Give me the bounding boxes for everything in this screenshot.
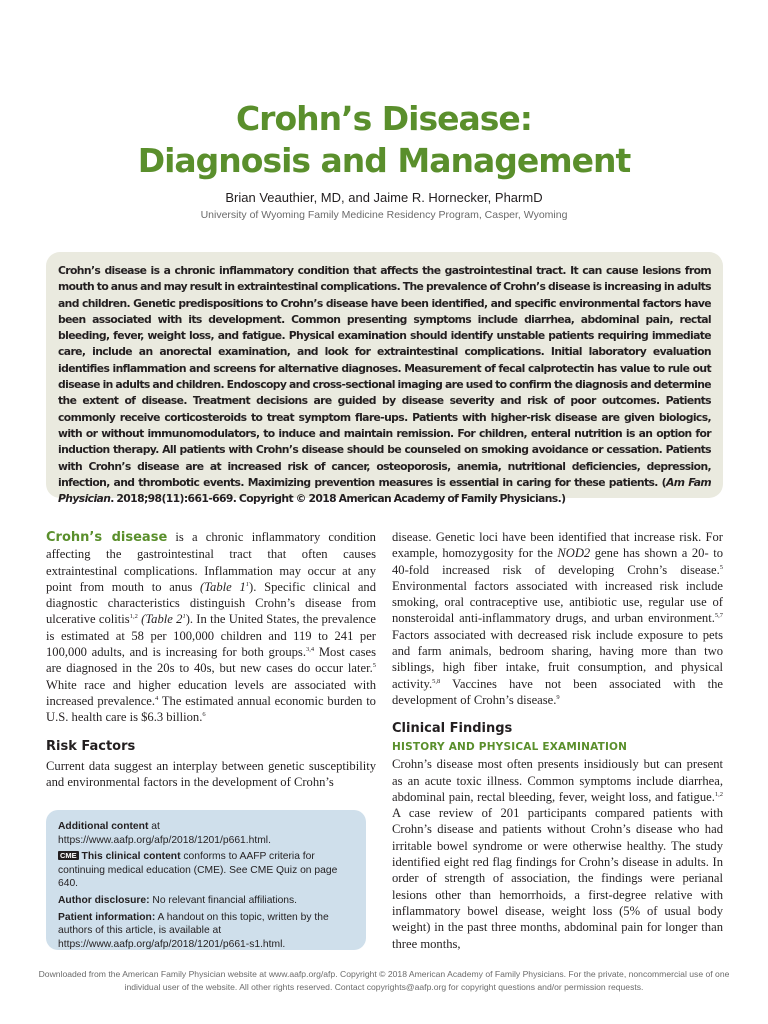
- abstract-body: Crohn’s disease is a chronic inflammatory condition that affects the gastrointestinal tract. It can cause lesions from mouth to anus and may result in extraintestinal complications. The prevalence of Crohn’s disease is increasing in adults and children. Genetic predispositions to Crohn’s disease have been identified, and specific environmental factors have been associated with its development. Common presenting symptoms include diarrhea, abdominal pain, rectal bleeding, fever, weight loss, and fatigue. Physical examination should identify unstable patients requiring immediate care, include an anorectal examination, and look for extraintestinal complications. Initial laboratory evaluation identifies inflammation and screens for alternative diagnoses. Measurement of fecal calprotectin has value to rule out disease in adults and children. Endoscopy and cross-sectional imaging are used to confirm the diagnosis and determine the extent of disease. Treatment decisions are guided by disease severity and risk of poor outcomes. Patients commonly receive corticosteroids to treat symptom flare-ups. Patients with higher-risk disease are given biologics, with or without immunomodulators, to induce and maintain remission. For children, enteral nutrition is an option for induction therapy. All patients with Crohn’s disease should be counseled on smoking avoidance or cessation. Patients with Crohn’s disease are at increased risk of cancer, osteoporosis, anemia, nutritional deficiencies, depression, infection, and thrombotic events. Maximizing prevention measures is essential in caring for these patients. (: [58, 264, 711, 489]
- risk-factors-paragraph: Current data suggest an interplay between genetic susceptibility and environmental factors in the development of Crohn’s: [46, 758, 376, 789]
- risk-factors-continued-paragraph: disease. Genetic loci have been identified that increase risk. For example, homozygosity for the NOD2 gene has shown a 20- to 40-fold increased risk of developing Crohn’s disease.$^5$ Environmental factors associated with increased risk include smoking, oral contraceptive use, antibiotic use, regular use of nonsteroidal anti-inflammatory drugs, and urban environment.$^{5,7}$ Factors associated with decreased risk include exposure to pets and farm animals, bedroom sharing, having more than two siblings, high fiber intake, fruit consumption, and physical activity.$^{5,8}$ Vaccines have not been associated with the development of Crohn’s disease.$^9$: [392, 530, 723, 707]
- citation-superscript: 1,2: [129, 613, 138, 621]
- abstract-box: [46, 252, 723, 506]
- citation-superscript: 3,4: [305, 646, 315, 654]
- table-1-reference[interactable]: (Table $1^1$: [200, 579, 250, 594]
- citation-superscript: 1,2: [714, 790, 723, 798]
- author-disclosure-note: Author disclosure: No relevant financial affiliations.: [58, 894, 298, 906]
- gene-name: NOD2: [557, 546, 591, 561]
- page-footer: Downloaded from the American Family Physician website at www.aafp.org/afp. Copyright © 2018 American Academy of Family Physicians. For the private, noncommercial use of one individual user of the website. All other rights reserved. Contact copyrights@aafp.org for copyright questions and/or permission requests.: [38, 969, 730, 992]
- intro-paragraph: Crohn’s disease is a chronic inflammatory condition affecting the gastrointestinal tract that often causes extraintestinal complications. Inflammation may occur at any point from mouth to anus (Table $1^1$). Specific clinical and diagnostic characteristics distinguish Crohn’s disease from ulcerative colitis$^{1,2}$ (Table $2^1$). In the United States, the prevalence is estimated at 58 per 100,000 children and 119 to 241 per 100,000 adults, and is increasing for both groups.$^{3,4}$ Most cases are diagnosed in the 20s to 40s, but new cases do occur later.$^5$ White race and higher education levels are associated with increased prevalence.$^4$ The estimated annual economic burden to U.S. health care is $6.3 billion.$^6$: [46, 530, 377, 725]
- risk-factors-heading: Risk Factors: [46, 738, 136, 754]
- article-authors: Brian Veauthier, MD, and Jaime R. Hornecker, PharmD: [225, 190, 543, 205]
- additional-content-link[interactable]: https://www.aafp.org/afp/2018/1201/p661.html: [58, 834, 269, 846]
- clinical-findings-heading: Clinical Findings: [392, 721, 513, 737]
- table-2-reference[interactable]: (Table $2^1$: [141, 612, 186, 627]
- left-column: [46, 529, 376, 790]
- history-exam-subheading: HISTORY AND PHYSICAL EXAMINATION: [392, 741, 628, 754]
- citation-superscript: 5: [372, 662, 376, 670]
- author-affiliation: University of Wyoming Family Medicine Residency Program, Casper, Wyoming: [200, 209, 568, 221]
- citation-superscript: 5,7: [714, 612, 723, 620]
- abstract-citation-journal: Am Fam Physician: [58, 475, 712, 506]
- article-title-line-1: Crohn’s Disease:: [235, 99, 533, 138]
- history-exam-paragraph: Crohn’s disease most often presents insidiously but can present as an acute toxic illness. Common symptoms include diarrhea, abdominal pain, rectal bleeding, fever, weight loss, and fatigue.$^{1,2}$ A case review of 201 participants compared patients with Crohn’s disease and patients without Crohn’s disease who had irritable bowel syndrome or were otherwise healthy. The study identified eight red flag findings for Crohn’s disease in adults. In order of strength of association, the findings were perianal lesions other than hemorrhoids, a first-degree relative with inflammatory bowel disease, weight loss (5% of usual body weight) in the past three months, abdominal pain for longer than three months,: [392, 757, 723, 951]
- intro-lead-term: Crohn’s disease: [46, 530, 168, 545]
- right-column: [392, 529, 723, 952]
- cme-badge-icon: CME: [60, 851, 77, 861]
- citation-superscript: 5: [719, 563, 723, 571]
- patient-handout-link[interactable]: https://www.aafp.org/afp/2018/1201/p661-s1.html: [58, 938, 283, 950]
- cme-note: CME This clinical content conforms to AAFP criteria for continuing medical education (CME). See CME Quiz on page 640.: [58, 851, 338, 890]
- citation-superscript: 4: [155, 694, 159, 702]
- additional-content-note: Additional content at https://www.aafp.org/afp/2018/1201/p661.html.: [58, 821, 271, 846]
- article-title-line-2: Diagnosis and Management: [137, 141, 631, 180]
- patient-information-note: Patient information: A handout on this topic, written by the authors of this article, is available at https://www.aafp.org/afp/2018/1201/p661-s1.html.: [58, 911, 329, 950]
- citation-superscript: 5,8: [432, 677, 441, 685]
- abstract-citation-rest: . 2018;98(11):661-669. Copyright © 2018 American Academy of Family Physicians.): [110, 492, 566, 506]
- abstract-text: [58, 263, 711, 507]
- citation-superscript: 6: [202, 711, 206, 719]
- citation-superscript: 9: [556, 693, 560, 701]
- article-info-box: [46, 810, 366, 950]
